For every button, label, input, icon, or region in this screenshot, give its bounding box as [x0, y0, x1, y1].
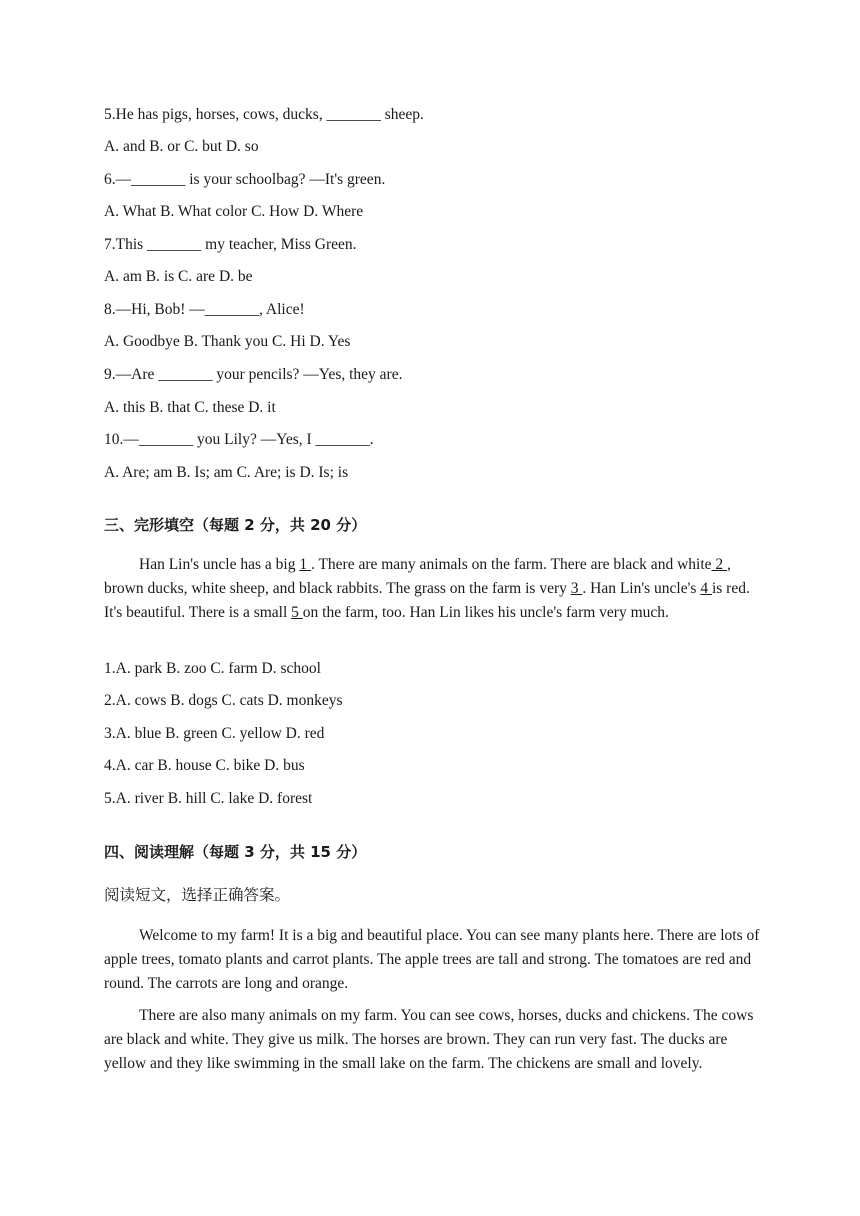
question-9-options: A. this B. that C. these D. it	[104, 399, 276, 416]
question-6: 6.—_______ is your schoolbag? —It's green.	[104, 171, 386, 188]
cloze-blank-3: 3	[570, 580, 583, 597]
question-10-options: A. Are; am B. Is; am C. Are; is D. Is; is	[104, 464, 349, 481]
cloze-text-5: is red. It's beautiful. There is a small	[104, 580, 750, 621]
cloze-option-5: 5.A. river B. hill C. lake D. forest	[104, 790, 313, 807]
cloze-passage	[104, 553, 764, 625]
cloze-blank-5: 5	[291, 604, 303, 621]
question-5-options: A. and B. or C. but D. so	[104, 138, 259, 155]
question-8-options: A. Goodbye B. Thank you C. Hi D. Yes	[104, 333, 351, 350]
reading-paragraph-2: There are also many animals on my farm. You can see cows, horses, ducks and chickens. The cows are black and white. They give us milk. The horses are brown. They can run very fast. The ducks are yellow and they like swimming in the small lake on the farm. The chickens are small and lovely.	[104, 1007, 754, 1072]
cloze-blank-2: 2	[711, 556, 728, 573]
reading-instruction: 阅读短文，选择正确答案。	[104, 886, 291, 904]
reading-paragraph-1: Welcome to my farm! It is a big and beautiful place. You can see many plants here. There are lots of apple trees, tomato plants and carrot plants. The apple trees are tall and strong. The tomatoes are red and round. The carrots are long and orange.	[104, 927, 760, 992]
cloze-text-4: . Han Lin's uncle's	[582, 580, 701, 597]
cloze-option-1: 1.A. park B. zoo C. farm D. school	[104, 660, 321, 677]
cloze-blank-4: 4	[700, 580, 712, 597]
cloze-text-3: , brown ducks, white sheep, and black rabbits. The grass on the farm is very	[104, 556, 731, 597]
question-10: 10.—_______ you Lily? —Yes, I _______.	[104, 431, 374, 448]
question-7-options: A. am B. is C. are D. be	[104, 268, 253, 285]
question-6-options: A. What B. What color C. How D. Where	[104, 203, 364, 220]
question-9: 9.—Are _______ your pencils? —Yes, they are.	[104, 366, 403, 383]
cloze-blank-1: 1	[299, 556, 311, 573]
question-7: 7.This _______ my teacher, Miss Green.	[104, 236, 357, 253]
section-4-heading: 四、阅读理解（每题 3 分，共 15 分）	[104, 843, 367, 861]
question-8: 8.—Hi, Bob! —_______, Alice!	[104, 301, 305, 318]
cloze-option-3: 3.A. blue B. green C. yellow D. red	[104, 725, 325, 742]
section-3-heading: 三、完形填空（每题 2 分，共 20 分）	[104, 516, 367, 534]
cloze-option-4: 4.A. car B. house C. bike D. bus	[104, 757, 305, 774]
cloze-text-2: . There are many animals on the farm. There are black and white	[310, 556, 712, 573]
question-5: 5.He has pigs, horses, cows, ducks, _______ sheep.	[104, 106, 424, 123]
cloze-text-1: Han Lin's uncle has a big	[139, 556, 300, 573]
cloze-text-6: on the farm, too. Han Lin likes his uncle's farm very much.	[302, 604, 669, 621]
cloze-option-2: 2.A. cows B. dogs C. cats D. monkeys	[104, 692, 343, 709]
